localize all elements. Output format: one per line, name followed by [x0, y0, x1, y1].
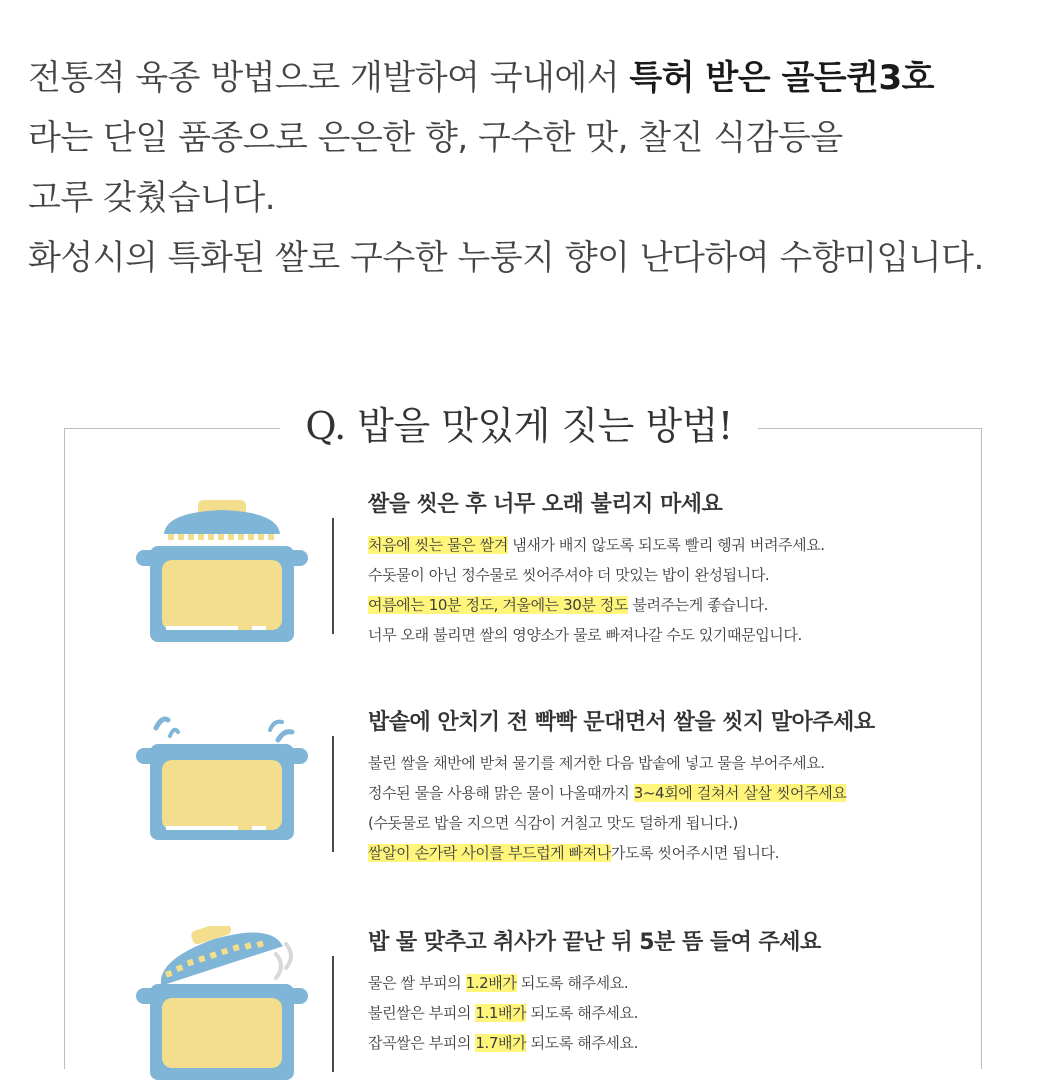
intro-paragraph	[28, 48, 1028, 288]
step-line: 정수된 물을 사용해 맑은 물이 나올때까지 3~4회에 걸쳐서 살살 씻어주세요	[368, 784, 847, 802]
step-line: 수돗물이 아닌 정수물로 씻어주셔야 더 맛있는 밥이 완성됩니다.	[368, 566, 770, 584]
step-line: 잡곡쌀은 부피의 1.7배가 되도록 해주세요.	[368, 1034, 638, 1052]
step-line: (수돗물로 밥을 지으면 식감이 거칠고 맛도 덜하게 됩니다.)	[368, 814, 738, 832]
step-title: 쌀을 씻은 후 너무 오래 불리지 마세요	[368, 492, 723, 517]
tips-box-title: Q. 밥을 맛있게 짓는 방법!	[280, 396, 758, 456]
step-title: 밥솥에 안치기 전 빡빡 문대면서 쌀을 씻지 말아주세요	[368, 710, 875, 735]
step-divider	[332, 956, 334, 1072]
pot-splash-icon	[136, 706, 308, 866]
step-line: 불린쌀은 부피의 1.1배가 되도록 해주세요.	[368, 1004, 638, 1022]
intro-bold: 특허 받은 골든퀸3호	[629, 58, 934, 98]
step-title: 밥 물 맞추고 취사가 끝난 뒤 5분 뜸 들여 주세요	[368, 930, 821, 955]
step-line: 여름에는 10분 정도, 겨울에는 30분 정도 불려주는게 좋습니다.	[368, 596, 768, 614]
step-line: 불린 쌀을 채반에 받쳐 물기를 제거한 다음 밥솥에 넣고 물을 부어주세요.	[368, 754, 825, 772]
intro-line: 라는 단일 품종으로 은은한 향, 구수한 맛, 찰진 식감등을	[28, 118, 843, 158]
step-line: 처음에 씻는 물은 쌀겨 냄새가 배지 않도록 되도록 빨리 헹궈 버려주세요.	[368, 536, 825, 554]
step-divider	[332, 518, 334, 634]
step-divider	[332, 736, 334, 852]
step-line: 쌀알이 손가락 사이를 부드럽게 빠져나가도록 씻어주시면 됩니다.	[368, 844, 780, 862]
intro-line: 화성시의 특화된 쌀로 구수한 누룽지 향이 난다하여 수향미입니다.	[28, 238, 984, 278]
intro-line: 전통적 육종 방법으로 개발하여 국내에서 특허 받은 골든퀸3호	[28, 58, 934, 98]
intro-line: 고루 갖췄습니다.	[28, 178, 276, 218]
step-line: 물은 쌀 부피의 1.2배가 되도록 해주세요.	[368, 974, 629, 992]
step-line: 너무 오래 불리면 쌀의 영양소가 물로 빠져나갈 수도 있기때문입니다.	[368, 626, 802, 644]
pot-steam-icon	[136, 926, 308, 1086]
pot-closed-icon	[136, 488, 308, 648]
